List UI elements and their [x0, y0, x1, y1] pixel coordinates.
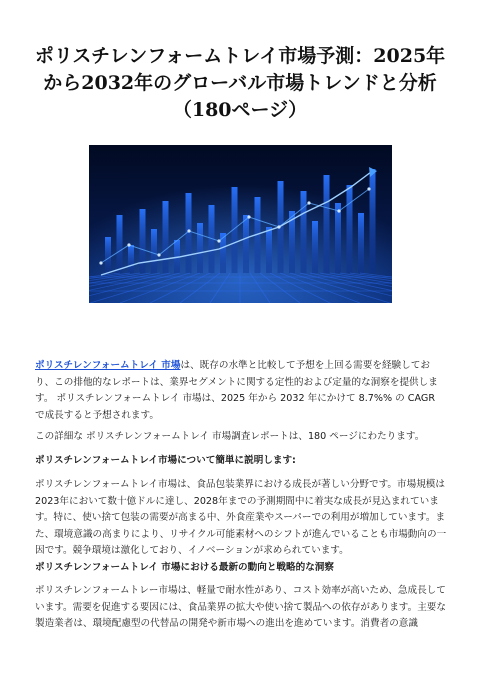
hero-dot: [307, 201, 310, 204]
hero-bar: [266, 227, 272, 273]
growth-chart-illustration-icon: [89, 145, 392, 303]
hero-dot: [187, 229, 190, 232]
hero-image: [89, 145, 392, 303]
hero-bar: [347, 185, 353, 273]
title-line-2: から2032年のグローバル市場トレンドと分析: [43, 71, 437, 94]
hero-dot: [217, 239, 220, 242]
hero-dot: [157, 253, 160, 256]
hero-dot: [127, 243, 130, 246]
hero-bar: [335, 203, 341, 273]
hero-bar: [324, 175, 330, 273]
page-title: [30, 43, 450, 124]
hero-bar: [197, 223, 203, 273]
hero-dot: [247, 215, 250, 218]
title-line-3: （180ページ）: [172, 98, 308, 121]
section-heading-overview: ポリスチレンフォームトレイ市場について簡単に説明します:: [35, 455, 296, 466]
title-line-1: ポリスチレンフォームトレイ市場予測：2025年: [34, 44, 446, 67]
hero-bar: [163, 201, 169, 273]
hero-bar: [128, 245, 134, 273]
report-pages-paragraph: この詳細な ポリスチレンフォームトレイ 市場調査レポートは、180 ページにわたります。: [35, 431, 425, 442]
market-link[interactable]: ポリスチレンフォームトレイ 市場: [35, 360, 181, 371]
hero-bar: [117, 215, 123, 273]
hero-bar: [243, 215, 249, 273]
intro-text: は、既存の水準と比較して予想を上回る需要を経験しており、この排他的なレポートは、業界セグメントに関する定性的および定量的な洞察を提供します。 ポリスチレンフォームトレイ 市場は、2025 年から 2032 年にかけて 8.7%% の CAGR で成長すると予想されます。: [35, 360, 438, 421]
hero-bar: [301, 191, 307, 273]
hero-dot: [367, 187, 370, 190]
hero-bar: [370, 169, 376, 273]
intro-paragraph: [35, 358, 447, 424]
overview-paragraph: ポリスチレンフォームトレイ市場は、食品包装業界における成長が著しい分野です。市場規模は2023年において数十億ドルに達し、2028年までの予測期間中に着実な成長が見込まれています。特に、使い捨て包装の需要が高まる中、外食産業やスーパーでの利用が増加しています。また、環境意識の高まりにより、リサイクル可能素材へのシフトが進んでいることも市場動向の一因です。競争環境は激化しており、イノベーションが求められています。: [35, 479, 447, 557]
hero-bar: [312, 221, 318, 273]
hero-bar: [358, 213, 364, 273]
hero-bar: [105, 237, 111, 273]
hero-bar: [151, 229, 157, 273]
section-heading-trends: ポリスチレンフォームトレイ 市場における最新の動向と戦略的な洞察: [35, 562, 334, 573]
trends-paragraph: ポリスチレンフォームトレー市場は、軽量で耐水性があり、コスト効率が高いため、急成長しています。需要を促進する要因には、食品業界の拡大や使い捨て製品への依存があります。主要な製造業者は、環境配慮型の代替品の開発や新市場への進出を進めています。消費者の意識: [35, 585, 446, 630]
hero-dot: [277, 225, 280, 228]
hero-dot: [99, 261, 102, 264]
hero-dot: [337, 209, 340, 212]
